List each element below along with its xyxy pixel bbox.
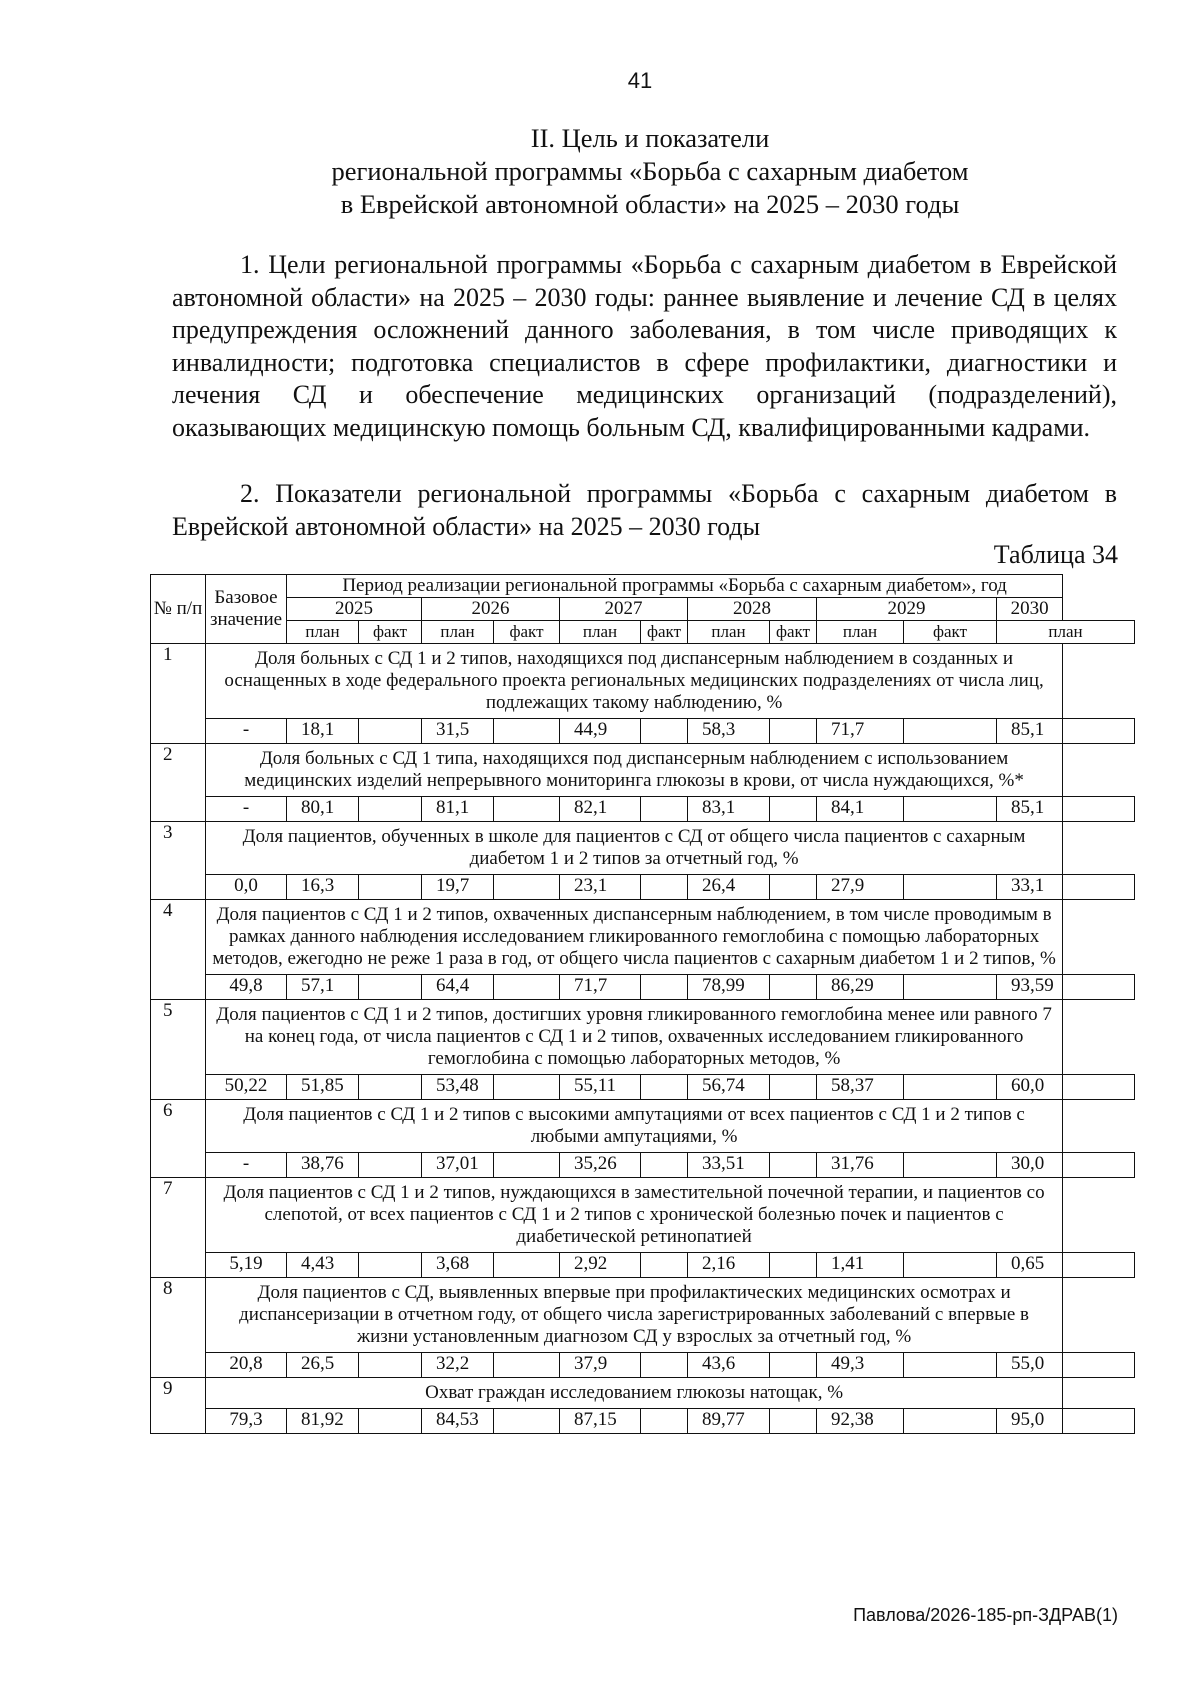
- fact-value: [641, 1253, 688, 1278]
- fact-value: [359, 719, 422, 744]
- plan-value: 27,9: [817, 875, 904, 900]
- plan-value: 32,2: [422, 1353, 494, 1378]
- fact-value: [641, 797, 688, 822]
- fact-value: [359, 875, 422, 900]
- indicator-row: [151, 1178, 1135, 1253]
- year-header: 2028: [688, 598, 817, 621]
- fact-header: факт: [641, 621, 688, 644]
- indicator-values-row: [151, 1153, 1135, 1178]
- plan-value: 31,76: [817, 1153, 904, 1178]
- fact-value: [904, 1253, 997, 1278]
- indicator-row: [151, 822, 1135, 875]
- plan-value: 86,29: [817, 975, 904, 1000]
- fact-value: [359, 1353, 422, 1378]
- indicator-values-row: [151, 975, 1135, 1000]
- plan-header: план: [422, 621, 494, 644]
- fact-value: [494, 1409, 560, 1434]
- year-header: 2030: [997, 598, 1063, 621]
- table-header-row: [151, 575, 1135, 598]
- fact-value: [641, 975, 688, 1000]
- indicator-number: 6: [151, 1100, 206, 1178]
- plan-value: 85,1: [997, 719, 1063, 744]
- indicator-values-row: [151, 719, 1135, 744]
- fact-value: [904, 875, 997, 900]
- plan-value: 84,53: [422, 1409, 494, 1434]
- fact-value: [359, 1075, 422, 1100]
- plan-value: 35,26: [560, 1153, 641, 1178]
- fact-value: [641, 719, 688, 744]
- base-value: 50,22: [206, 1075, 287, 1100]
- indicator-number: 8: [151, 1278, 206, 1378]
- plan-value: 58,3: [688, 719, 770, 744]
- plan-value: 60,0: [997, 1075, 1063, 1100]
- fact-value: [359, 1409, 422, 1434]
- indicator-description: Охват граждан исследованием глюкозы натощак, %: [206, 1378, 1063, 1409]
- plan-value: 51,85: [287, 1075, 359, 1100]
- plan-value: 83,1: [688, 797, 770, 822]
- base-value: 0,0: [206, 875, 287, 900]
- fact-value: [641, 875, 688, 900]
- indicator-description: Доля больных с СД 1 типа, находящихся под диспансерным наблюдением с использованием медицинских изделий непрерывного мониторинга глюкозы в крови, от числа нуждающихся, %*: [206, 744, 1063, 797]
- plan-header: план: [688, 621, 770, 644]
- fact-value: [359, 1253, 422, 1278]
- indicator-description: Доля пациентов с СД 1 и 2 типов, охваченных диспансерным наблюдением, в том числе проводимым в рамках данного наблюдения исследованием гликированного гемоглобина с помощью лабораторных методов, ежегодно не реже 1 раза в год, от общего числа пациентов с сахарным диабетом 1 и 2 типов, %: [206, 900, 1063, 975]
- plan-value: 89,77: [688, 1409, 770, 1434]
- plan-value: 71,7: [560, 975, 641, 1000]
- fact-header: факт: [770, 621, 817, 644]
- plan-value: 1,41: [817, 1253, 904, 1278]
- title-line-3: в Еврейской автономной области» на 2025 – 2030 годы: [340, 189, 960, 219]
- plan-value: 81,1: [422, 797, 494, 822]
- fact-value: [494, 797, 560, 822]
- indicator-number: 5: [151, 1000, 206, 1100]
- fact-value: [641, 1409, 688, 1434]
- fact-value: [904, 1409, 997, 1434]
- plan-value: 2,92: [560, 1253, 641, 1278]
- indicator-values-row: [151, 875, 1135, 900]
- fact-value: [494, 975, 560, 1000]
- col-period-header: Период реализации региональной программы «Борьба с сахарным диабетом», год: [287, 575, 1063, 598]
- indicator-row: [151, 644, 1135, 719]
- fact-value: [770, 719, 817, 744]
- fact-value: [1063, 719, 1135, 744]
- year-header: 2029: [817, 598, 997, 621]
- year-header: 2027: [560, 598, 688, 621]
- plan-value: 37,9: [560, 1353, 641, 1378]
- plan-header: план: [817, 621, 904, 644]
- fact-value: [1063, 1075, 1135, 1100]
- fact-value: [770, 1409, 817, 1434]
- indicator-description: Доля пациентов с СД 1 и 2 типов с высокими ампутациями от всех пациентов с СД 1 и 2 типов с любыми ампутациями, %: [206, 1100, 1063, 1153]
- fact-value: [904, 1075, 997, 1100]
- fact-value: [494, 1353, 560, 1378]
- col-base-header: Базовое значение: [206, 575, 287, 644]
- fact-value: [1063, 1153, 1135, 1178]
- plan-value: 26,4: [688, 875, 770, 900]
- indicator-row: [151, 1100, 1135, 1153]
- plan-value: 80,1: [287, 797, 359, 822]
- base-value: -: [206, 797, 287, 822]
- plan-value: 43,6: [688, 1353, 770, 1378]
- fact-value: [641, 1153, 688, 1178]
- base-value: 20,8: [206, 1353, 287, 1378]
- fact-value: [641, 1075, 688, 1100]
- plan-value: 87,15: [560, 1409, 641, 1434]
- indicator-row: [151, 1000, 1135, 1075]
- plan-value: 58,37: [817, 1075, 904, 1100]
- plan-value: 55,0: [997, 1353, 1063, 1378]
- fact-value: [770, 797, 817, 822]
- base-value: -: [206, 1153, 287, 1178]
- base-value: 5,19: [206, 1253, 287, 1278]
- fact-value: [904, 975, 997, 1000]
- fact-value: [494, 875, 560, 900]
- indicator-row: [151, 900, 1135, 975]
- goals-paragraph: 1. Цели региональной программы «Борьба с сахарным диабетом в Еврейской автономной области» на 2025 – 2030 годы: раннее выявление и лечение СД в целях предупреждения осложнений данного заболевания, в том числе приводящих к инвалидности; подготовка специалистов в сфере профилактики, диагностики и лечения СД и обеспечение медицинских организаций (подразделений), оказывающих медицинскую помощь больным СД, квалифицированными кадрами.: [172, 250, 1117, 442]
- fact-value: [770, 1075, 817, 1100]
- indicator-description: Доля пациентов с СД, выявленных впервые при профилактических медицинских осмотрах и диспансеризации в отчетном году, от общего числа зарегистрированных заболеваний с впервые в жизни установленным диагнозом СД у взрослых за отчетный год, %: [206, 1278, 1063, 1353]
- plan-value: 16,3: [287, 875, 359, 900]
- title-line-1: II. Цель и показатели: [530, 123, 770, 153]
- plan-value: 30,0: [997, 1153, 1063, 1178]
- indicator-number: 1: [151, 644, 206, 744]
- plan-value: 95,0: [997, 1409, 1063, 1434]
- indicator-number: 9: [151, 1378, 206, 1434]
- fact-value: [904, 719, 997, 744]
- document-footer: Павлова/2026-185-рп-ЗДРАВ(1): [853, 1605, 1118, 1625]
- plan-value: 82,1: [560, 797, 641, 822]
- plan-value: 78,99: [688, 975, 770, 1000]
- fact-value: [359, 1153, 422, 1178]
- fact-value: [494, 1075, 560, 1100]
- fact-value: [770, 1253, 817, 1278]
- fact-value: [494, 1253, 560, 1278]
- table-caption: Таблица 34: [993, 540, 1118, 569]
- fact-value: [641, 1353, 688, 1378]
- plan-value: 44,9: [560, 719, 641, 744]
- plan-value: 64,4: [422, 975, 494, 1000]
- indicator-values-row: [151, 1075, 1135, 1100]
- indicator-number: 4: [151, 900, 206, 1000]
- fact-value: [904, 1353, 997, 1378]
- section-title: [170, 122, 1130, 221]
- plan-value: 3,68: [422, 1253, 494, 1278]
- plan-value: 57,1: [287, 975, 359, 1000]
- indicator-values-row: [151, 1253, 1135, 1278]
- fact-value: [770, 1153, 817, 1178]
- fact-value: [770, 875, 817, 900]
- page-number: 41: [627, 68, 653, 93]
- fact-value: [1063, 797, 1135, 822]
- plan-value: 18,1: [287, 719, 359, 744]
- plan-value: 92,38: [817, 1409, 904, 1434]
- plan-value: 33,1: [997, 875, 1063, 900]
- indicator-number: 2: [151, 744, 206, 822]
- plan-value: 93,59: [997, 975, 1063, 1000]
- indicator-values-row: [151, 1353, 1135, 1378]
- indicator-description: Доля пациентов с СД 1 и 2 типов, достигших уровня гликированного гемоглобина менее или равного 7 на конец года, от числа пациентов с СД 1 и 2 типов, охваченных исследованием гликированного гемоглобина с помощью лабораторных методов, %: [206, 1000, 1063, 1075]
- indicator-row: [151, 1278, 1135, 1353]
- base-value: -: [206, 719, 287, 744]
- fact-value: [770, 975, 817, 1000]
- plan-header: план: [560, 621, 641, 644]
- plan-value: 85,1: [997, 797, 1063, 822]
- fact-value: [904, 797, 997, 822]
- fact-value: [1063, 1353, 1135, 1378]
- plan-value: 84,1: [817, 797, 904, 822]
- fact-value: [494, 1153, 560, 1178]
- plan-value: 33,51: [688, 1153, 770, 1178]
- plan-value: 37,01: [422, 1153, 494, 1178]
- plan-value: 38,76: [287, 1153, 359, 1178]
- indicators-paragraph: 2. Показатели региональной программы «Борьба с сахарным диабетом в Еврейской автономной области» на 2025 – 2030 годы: [172, 479, 1117, 541]
- fact-value: [1063, 1409, 1135, 1434]
- indicator-row: [151, 1378, 1135, 1409]
- indicator-row: [151, 744, 1135, 797]
- indicator-description: Доля пациентов с СД 1 и 2 типов, нуждающихся в заместительной почечной терапии, и пациентов со слепотой, от всех пациентов с СД 1 и 2 типов с хронической болезнью почек и пациентов с диабетической ретинопатией: [206, 1178, 1063, 1253]
- plan-value: 19,7: [422, 875, 494, 900]
- plan-header: план: [287, 621, 359, 644]
- fact-value: [904, 1153, 997, 1178]
- indicator-values-row: [151, 1409, 1135, 1434]
- fact-value: [359, 975, 422, 1000]
- fact-value: [359, 797, 422, 822]
- plan-value: 0,65: [997, 1253, 1063, 1278]
- fact-header: факт: [359, 621, 422, 644]
- plan-value: 4,43: [287, 1253, 359, 1278]
- indicator-number: 7: [151, 1178, 206, 1278]
- indicator-description: Доля пациентов, обученных в школе для пациентов с СД от общего числа пациентов с сахарным диабетом 1 и 2 типов за отчетный год, %: [206, 822, 1063, 875]
- plan-value: 49,3: [817, 1353, 904, 1378]
- fact-header: факт: [494, 621, 560, 644]
- fact-value: [1063, 975, 1135, 1000]
- col-number-header: № п/п: [151, 575, 206, 644]
- years-row: [151, 598, 1135, 621]
- title-line-2: региональной программы «Борьба с сахарным диабетом: [331, 156, 969, 186]
- plan-value: 56,74: [688, 1075, 770, 1100]
- plan-value: 23,1: [560, 875, 641, 900]
- indicators-table: [150, 574, 1135, 1434]
- plan-header: план: [997, 621, 1135, 644]
- plan-value: 55,11: [560, 1075, 641, 1100]
- fact-value: [494, 719, 560, 744]
- year-header: 2026: [422, 598, 560, 621]
- indicator-number: 3: [151, 822, 206, 900]
- plan-value: 53,48: [422, 1075, 494, 1100]
- plan-value: 71,7: [817, 719, 904, 744]
- plan-value: 26,5: [287, 1353, 359, 1378]
- indicator-values-row: [151, 797, 1135, 822]
- fact-value: [770, 1353, 817, 1378]
- plan-value: 81,92: [287, 1409, 359, 1434]
- plan-value: 2,16: [688, 1253, 770, 1278]
- plan-value: 31,5: [422, 719, 494, 744]
- indicator-description: Доля больных с СД 1 и 2 типов, находящихся под диспансерным наблюдением в созданных и оснащенных в ходе федерального проекта региональных медицинских подразделениях от числа лиц, подлежащих такому наблюдению, %: [206, 644, 1063, 719]
- fact-header: факт: [904, 621, 997, 644]
- year-header: 2025: [287, 598, 422, 621]
- fact-value: [1063, 875, 1135, 900]
- plan-fact-row: [151, 621, 1135, 644]
- base-value: 49,8: [206, 975, 287, 1000]
- fact-value: [1063, 1253, 1135, 1278]
- base-value: 79,3: [206, 1409, 287, 1434]
